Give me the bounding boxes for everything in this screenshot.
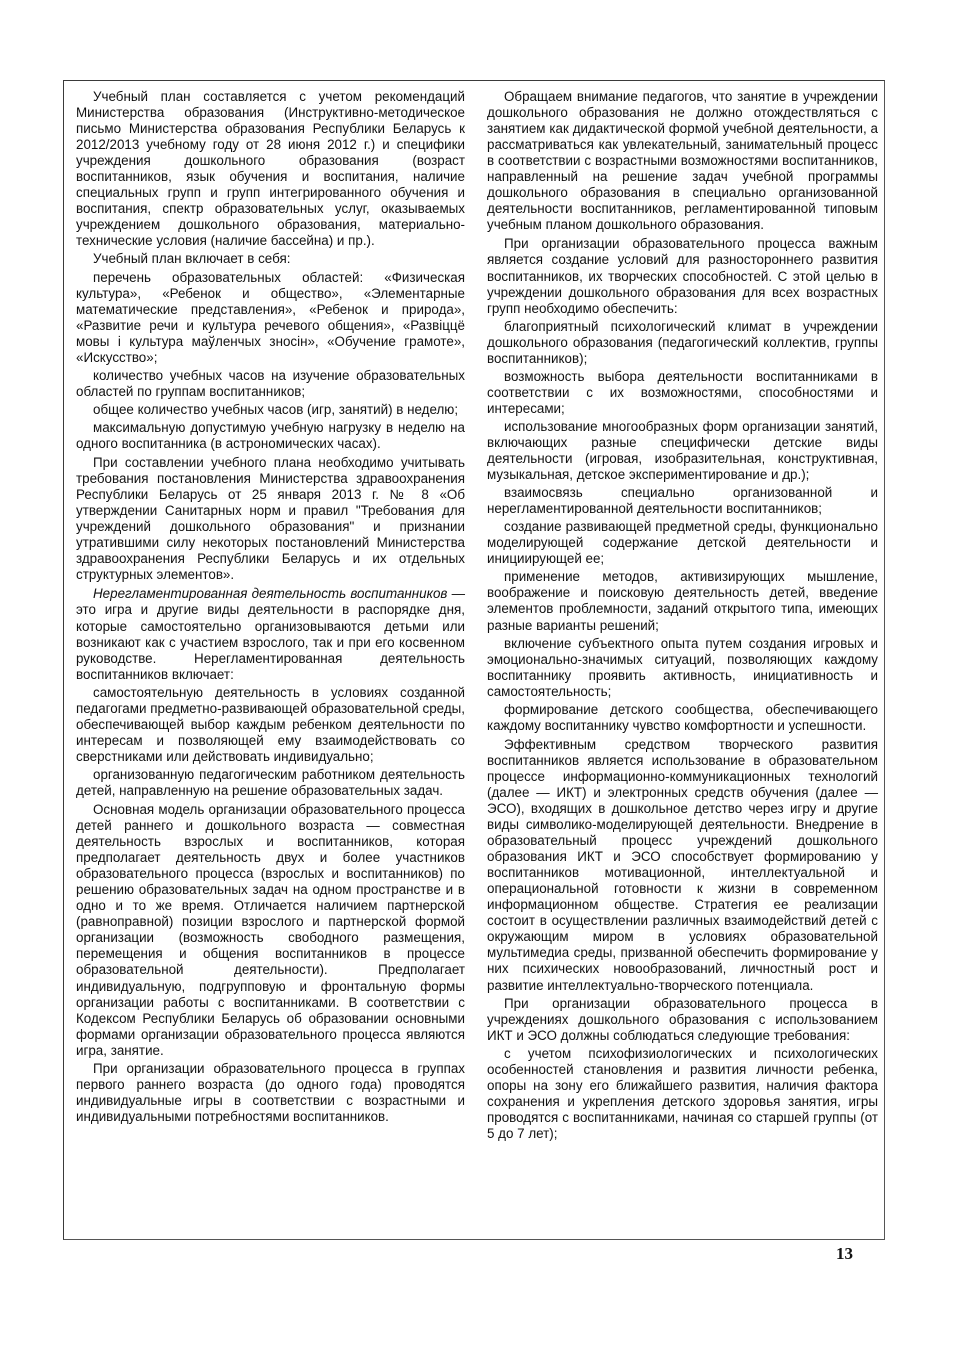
- paragraph: Основная модель организации образовательного процесса детей раннего и дошкольного возраста — совместная деятельность взрослых и воспитанников, которая предполагает деятельность двух и более участников образовательного процесса (взрослых и воспитанников) по решению образовательных задач на одном пространстве и в одно и то же время. Отличается наличием партнерской (равноправной) позиции взрослого и партнерской формой организации (возможность свободного размещения, перемещения и общения воспитанников в процессе образовательной деятельности). Предполагает индивидуальную, подгрупповую и фронтальную формы организации работы с воспитанниками. В соответствии с Кодексом Республики Беларусь об образовании основными формами организации образовательного процесса являются игра, занятие.: [76, 802, 465, 1058]
- paragraph-definition: [76, 586, 465, 682]
- paragraph: При составлении учебного плана необходимо учитывать требования постановления Министерства здравоохранения Республики Беларусь от 25 января 2013 г. № 8 «Об утверждении Санитарных норм и правил "Требования для учреждений дошкольного образования" и признании утратившими силу некоторых постановлений Министерства здравоохранения Республики Беларусь и их отдельных структурных элементов».: [76, 455, 465, 583]
- paragraph: При организации образовательного процесса в группах первого раннего возраста (до одного года) проводятся индивидуальные игры в соответствии с возрастными и индивидуальными потребностями воспитанников.: [76, 1060, 465, 1124]
- list-item: включение субъектного опыта путем создания игровых и эмоционально-значимых ситуаций, позволяющих каждому воспитаннику проявить активность, инициативность и самостоятельность;: [487, 635, 878, 699]
- list-item: создание развивающей предметной среды, функционально моделирующей содержание детской деятельности и инициирующей ее;: [487, 519, 878, 567]
- page-number: 13: [836, 1244, 853, 1263]
- paragraph: Учебный план включает в себя:: [93, 251, 291, 267]
- paragraph: При организации образовательного процесса важным является создание условий для разностороннего развития воспитанников, их творческих способностей. С этой целью в учреждении дошкольного образования для всех возрастных групп необходимо обеспечить:: [487, 236, 878, 316]
- paragraph: Эффективным средством творческого развития воспитанников является использование в образовательном процессе информационно-коммуникационных технологий (далее — ИКТ) и электронных средств обучения (далее — ЭСО), входящих в дошкольное детство через игру и другие виды символико-моделирующей деятельности. Внедрение в образовательный процесс учреждений дошкольного образования ИКТ и ЭСО способствует формированию у воспитанников мотивационной, интеллектуальной и операциональной готовности к жизни в современном информационном обществе. Стратегия ее реализации состоит в осуществлении различных взаимодействий детей с окружающим миром в условиях образовательной мультимедиа среды, призванной обеспечить формирование у них психических новообразований, личностный рост и развитие интеллектуально-творческого потенциала.: [487, 736, 878, 993]
- paragraph: При организации образовательного процесса в учреждениях дошкольного образования с использованием ИКТ и ЭСО должны соблюдаться следующие требования:: [487, 995, 878, 1043]
- list-item: перечень образовательных областей: «Физическая культура», «Ребенок и общество», «Элементарные математические представления», «Ребенок и природа», «Развитие речи и культура речевого общения», «Развіццё мовы і культура маўленчых зносін», «Обучение грамоте», «Искусство»;: [76, 269, 465, 365]
- defined-term: Нерегламентированная деятельность воспитанников: [93, 586, 448, 602]
- list-item: максимальную допустимую учебную нагрузку в неделю на одного воспитанника (в астрономических часах).: [76, 419, 465, 451]
- definition-text: — это игра и другие виды деятельности в распорядке дня, которые самостоятельно организовываются детьми или возникают как с участием взрослого, так и при его косвенном руководстве. Нерегламентированная деятельность воспитанников включает:: [76, 586, 465, 682]
- left-column: [76, 89, 465, 1127]
- paragraph: Учебный план составляется с учетом рекомендаций Министерства образования (Инструктивно-методическое письмо Министерства образования Республики Беларусь к 2012/2013 учебному году от 28 июня 2012 г.) и специфики учреждения дошкольного образования (возраст воспитанников, язык обучения и воспитания, наличие специальных групп и групп интегрированного обучения и воспитания, спектр образовательных услуг, оказываемых учреждением дошкольного образования, материально-технические условия (наличие бассейна) и пр.).: [76, 89, 465, 249]
- list-item: с учетом психофизиологических и психологических особенностей становления и развития личности ребенка, опоры на зону его ближайшего развития, наличия фактора сохранения и укрепления детского здоровья занятия, игры проводятся с воспитанниками, начиная со старшей группы (от 5 до 7 лет);: [487, 1045, 878, 1141]
- paragraph: Обращаем внимание педагогов, что занятие в учреждении дошкольного образования не должно отождествляться с занятием как дидактической формой учебной деятельности, а рассматриваться как увлекательный, занимательный процесс в соответствии с возрастными возможностями воспитанников, направленный на решение задач учебной программы дошкольного образования в специально организованной деятельности воспитанников, регламентированной типовым учебным планом дошкольного образования.: [487, 89, 878, 233]
- list-item: общее количество учебных часов (игр, занятий) в неделю;: [93, 401, 459, 417]
- list-item: самостоятельную деятельность в условиях созданной педагогами предметно-развивающей образовательной среды, обеспечивающей выбор каждым ребенком деятельности по интересам и позволяющей ему взаимодействовать со сверстниками или действовать индивидуально;: [76, 684, 465, 764]
- right-column: [487, 89, 878, 1144]
- list-item: использование многообразных форм организации занятий, включающих разные специфически детские виды деятельности (игровая, изобразительная, конструктивная, музыкальная, детское экспериментирование и др.);: [487, 418, 878, 483]
- list-item: благоприятный психологический климат в учреждении дошкольного образования (педагогический коллектив, группы воспитанников);: [487, 318, 878, 366]
- list-item: количество учебных часов на изучение образовательных областей по группам воспитанников;: [76, 367, 465, 399]
- list-item: возможность выбора деятельности воспитанниками в соответствии с их возможностями, способностями и интересами;: [487, 368, 878, 416]
- list-item: формирование детского сообщества, обеспечивающего каждому воспитаннику чувство комфортности и успешности.: [487, 701, 878, 733]
- list-item: применение методов, активизирующих мышление, воображение и поисковую деятельность детей, введение элементов проблемности, заданий открытого типа, имеющих разные варианты решений;: [487, 569, 878, 633]
- list-item: организованную педагогическим работником деятельность детей, направленную на решение образовательных задач.: [76, 766, 465, 798]
- list-item: взаимосвязь специально организованной и нерегламентированной деятельности воспитанников;: [487, 485, 878, 517]
